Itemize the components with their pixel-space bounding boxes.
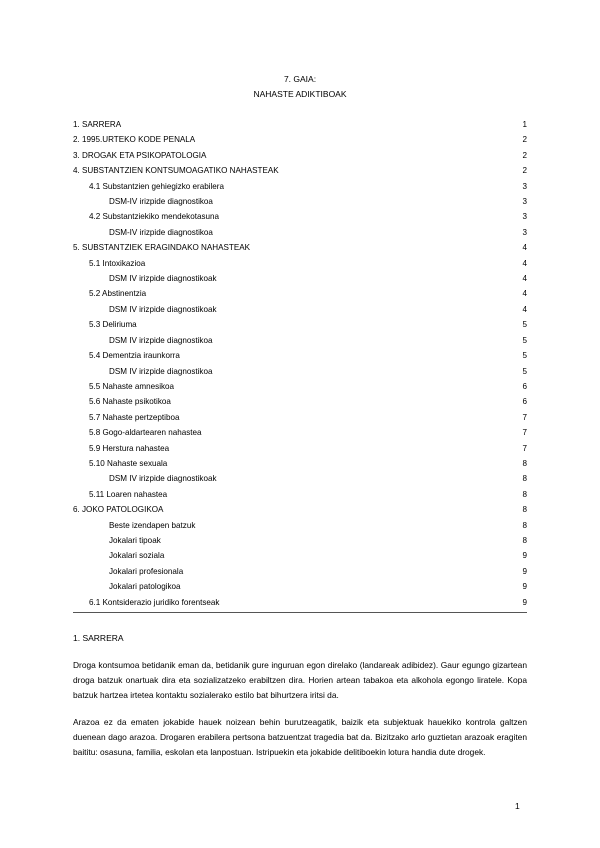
toc-entry[interactable] [73, 564, 527, 579]
toc-entry-title: 6.1 Kontsiderazio juridiko forentseak [89, 597, 220, 607]
toc-entry-title: 6. JOKO PATOLOGIKOA [73, 505, 164, 515]
toc-entry-page: 4 [522, 304, 527, 314]
toc-entry-page: 4 [522, 258, 527, 268]
toc-entry[interactable] [73, 533, 527, 548]
toc-entry-title: 5. SUBSTANTZIEK ERAGINDAKO NAHASTEAK [73, 243, 251, 253]
toc-entry-page: 5 [522, 366, 527, 376]
toc-entry-title: 5.9 Herstura nahastea [89, 443, 170, 453]
toc-entry-page: 9 [522, 551, 527, 561]
toc-entry-title: 4.1 Substantzien gehiegizko erabilera [89, 181, 224, 191]
toc-entry[interactable] [73, 471, 527, 486]
toc-entry[interactable] [73, 364, 527, 379]
toc-entry-title: 1. SARRERA [73, 120, 122, 129]
toc-entry[interactable] [73, 209, 527, 224]
toc-entry-title: 5.8 Gogo-aldartearen nahastea [89, 428, 202, 438]
toc-entry-page: 1 [522, 120, 527, 129]
toc-entry-page: 5 [522, 351, 527, 361]
toc-entry-title: 5.10 Nahaste sexuala [89, 458, 168, 468]
toc-entry[interactable] [73, 548, 527, 563]
toc-entry[interactable] [73, 394, 527, 409]
toc-entry[interactable] [73, 256, 527, 271]
toc-entry-title: Jokalari tipoak [109, 535, 161, 545]
toc-entry-page: 3 [522, 212, 527, 222]
toc-entry-title: 4.2 Substantziekiko mendekotasuna [89, 212, 220, 222]
toc-entry-title: 2. 1995.URTEKO KODE PENALA [73, 135, 196, 145]
toc-entry-page: 4 [522, 289, 527, 299]
paragraph: Arazoa ez da ematen jokabide hauek noizean behin burutzeagatik, baizik eta subjektuak hauekiko kontrola galtzen duenean dago arazoa. Drogaren erabilera pertsona batzuentzat tragedia bat da. Bizitzako arlo guztietan arazoak eragiten baititu: osasuna, familia, eskolan eta lanpostuan. Istripuekin eta jokabide delitiboekin lotura handia dute drogek. [73, 717, 527, 758]
toc-entry[interactable] [73, 410, 527, 425]
toc-entry-title: 5.1 Intoxikazioa [89, 258, 146, 268]
toc-entry-page: 6 [522, 397, 527, 407]
toc-entry-page: 8 [522, 474, 527, 484]
toc-entry[interactable] [73, 579, 527, 594]
toc-entry-title: Beste izendapen batzuk [109, 520, 196, 530]
toc-entry-title: DSM-IV irizpide diagnostikoa [109, 227, 213, 237]
page-number: 1 [515, 801, 520, 811]
toc-entry[interactable] [73, 333, 527, 348]
toc-entry[interactable] [73, 456, 527, 471]
toc-entry-page: 4 [522, 243, 527, 253]
toc-entry-page: 2 [522, 150, 527, 160]
toc-entry-page: 3 [522, 227, 527, 237]
toc-entry-page: 3 [522, 181, 527, 191]
toc-entry-title: 5.5 Nahaste amnesikoa [89, 381, 175, 391]
toc-entry-title: 5.2 Abstinentzia [89, 289, 147, 299]
toc-entry[interactable] [73, 163, 527, 178]
toc-entry[interactable] [73, 194, 527, 209]
toc-entry-title: DSM IV irizpide diagnostikoak [109, 304, 217, 314]
toc-entry[interactable] [73, 271, 527, 286]
toc-entry-title: 4. SUBSTANTZIEN KONTSUMOAGATIKO NAHASTEAK [73, 166, 279, 176]
toc-entry[interactable] [73, 518, 527, 533]
paragraph: Droga kontsumoa betidanik eman da, betidanik gure inguruan egon direlako (landareak adibidez). Gaur egungo gizartean droga batzuk onartuak dira eta sozializatzeko erabiltzen dira. Horien artean tabakoa eta alkohola egongo liratele. Kopa batzuk hartzea irteteа kontaktu sozialerako estilo bat bihurtzera iritsi da. [73, 660, 527, 701]
toc-entry[interactable] [73, 441, 527, 456]
toc-entry-title: DSM IV irizpide diagnostikoak [109, 474, 217, 484]
toc-entry-page: 2 [522, 166, 527, 176]
toc-entry[interactable] [73, 595, 527, 610]
toc-entry[interactable] [73, 225, 527, 240]
toc-entry-page: 7 [522, 428, 527, 438]
toc-entry[interactable] [73, 117, 527, 132]
toc-entry[interactable] [73, 502, 527, 517]
toc-entry-title: DSM-IV irizpide diagnostikoa [109, 197, 213, 207]
toc-entry-title: 5.4 Dementzia iraunkorra [89, 351, 180, 361]
toc-entry-page: 5 [522, 335, 527, 345]
toc-entry-page: 3 [522, 197, 527, 207]
toc-entry-title: 5.7 Nahaste pertzeptiboa [89, 412, 180, 422]
toc-entry-title: 5.11 Loaren nahastea [89, 489, 168, 499]
toc-entry-page: 4 [522, 274, 527, 284]
toc-entry-title: 5.6 Nahaste psikotikoa [89, 397, 171, 407]
toc-entry-page: 8 [522, 505, 527, 515]
table-of-contents [73, 117, 527, 610]
toc-entry[interactable] [73, 348, 527, 363]
toc-entry[interactable] [73, 240, 527, 255]
toc-entry-title: 5.3 Deliriuma [89, 320, 137, 330]
chapter-label: 7. GAIA: [283, 74, 317, 84]
toc-entry[interactable] [73, 302, 527, 317]
toc-entry-page: 7 [522, 443, 527, 453]
toc-entry-page: 8 [522, 458, 527, 468]
document-title: NAHASTE ADIKTIBOAK [253, 89, 347, 99]
toc-entry-page: 8 [522, 520, 527, 530]
toc-entry-title: DSM IV irizpide diagnostikoa [109, 335, 213, 345]
divider [73, 612, 527, 613]
toc-entry-page: 2 [522, 135, 527, 145]
toc-entry[interactable] [73, 379, 527, 394]
toc-entry-page: 6 [522, 381, 527, 391]
toc-entry-page: 8 [522, 535, 527, 545]
toc-entry-title: Jokalari patologikoa [109, 582, 181, 592]
toc-entry-title: DSM IV irizpide diagnostikoak [109, 274, 217, 284]
toc-entry-title: DSM IV irizpide diagnostikoa [109, 366, 213, 376]
toc-entry[interactable] [73, 132, 527, 147]
toc-entry-title: Jokalari soziala [109, 551, 165, 561]
toc-entry-page: 8 [522, 489, 527, 499]
toc-entry[interactable] [73, 148, 527, 163]
toc-entry[interactable] [73, 487, 527, 502]
toc-entry[interactable] [73, 425, 527, 440]
toc-entry[interactable] [73, 179, 527, 194]
section-heading: 1. SARRERA [73, 633, 124, 643]
toc-entry[interactable] [73, 317, 527, 332]
toc-entry-title: Jokalari profesionala [109, 566, 184, 576]
toc-entry-page: 9 [522, 597, 527, 607]
toc-entry-page: 9 [522, 582, 527, 592]
toc-entry-title: 3. DROGAK ETA PSIKOPATOLOGIA [73, 150, 207, 160]
toc-entry[interactable] [73, 286, 527, 301]
toc-entry-page: 9 [522, 566, 527, 576]
toc-entry-page: 5 [522, 320, 527, 330]
toc-entry-page: 7 [522, 412, 527, 422]
